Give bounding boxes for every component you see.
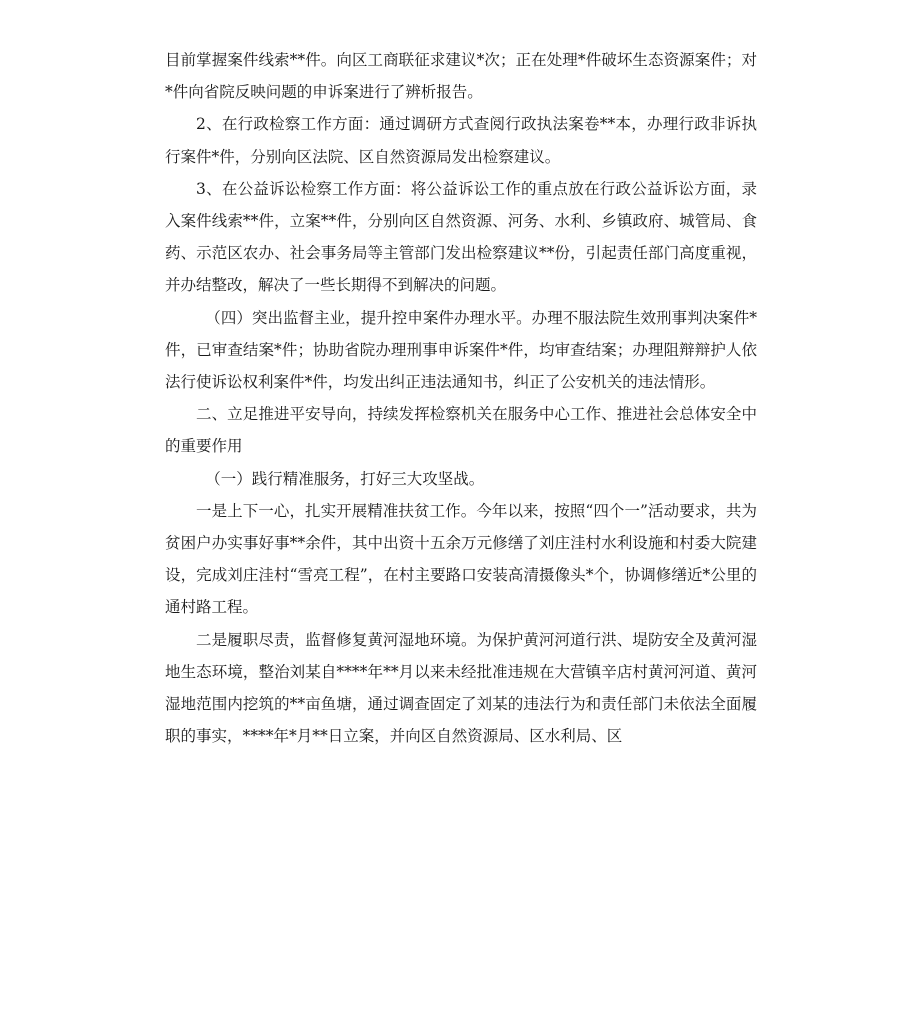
paragraph-8: 二是履职尽责，监督修复黄河湿地环境。为保护黄河河道行洪、堤防安全及黄河湿地生态环境，整治刘某自****年**月以来未经批准违规在大营镇辛店村黄河河道、黄河湿地范围内挖筑的**亩鱼塘，通过调查固定了刘某的违法行为和责任部门未依法全面履职的事实，****年*月**日立案，并向区自然资源局、区水利局、区 [165, 630, 757, 746]
subsection-heading-1: （一）践行精准服务，打好三大攻坚战。 [205, 469, 485, 488]
paragraph-2: 2、在行政检察工作方面：通过调研方式查阅行政执法案卷**本，办理行政非诉执行案件*件，分别向区法院、区自然资源局发出检察建议。 [165, 115, 757, 166]
paragraph-3: 3、在公益诉讼检察工作方面：将公益诉讼工作的重点放在行政公益诉讼方面，录入案件线索**件，立案**件，分别向区自然资源、河务、水利、乡镇政府、城管局、食药、示范区农办、社会事务局等主管部门发出检察建议**份，引起责任部门高度重视，并办结整改，解决了一些长期得不到解决的问题。 [165, 179, 757, 295]
paragraph-7: 一是上下一心，扎实开展精准扶贫工作。今年以来，按照“四个一”活动要求，共为贫困户办实事好事**余件，其中出资十五余万元修缮了刘庄洼村水利设施和村委大院建设，完成刘庄洼村“雪亮工程”，在村主要路口安装高清摄像头*个，协调修缮近*公里的通村路工程。 [165, 501, 757, 617]
paragraph-1: 目前掌握案件线索**件。向区工商联征求建议*次；正在处理*件破坏生态资源案件；对*件向省院反映问题的申诉案进行了辨析报告。 [165, 51, 757, 102]
document-body [165, 44, 757, 752]
section-heading-2: 二、立足推进平安导向，持续发挥检察机关在服务中心工作、推进社会总体安全中的重要作用 [165, 405, 757, 456]
paragraph-4: （四）突出监督主业，提升控申案件办理水平。办理不服法院生效刑事判决案件*件，已审查结案*件；协助省院办理刑事申诉案件*件，均审查结案；办理阻辩辩护人依法行使诉讼权利案件*件，均发出纠正违法通知书，纠正了公安机关的违法情形。 [165, 308, 757, 392]
